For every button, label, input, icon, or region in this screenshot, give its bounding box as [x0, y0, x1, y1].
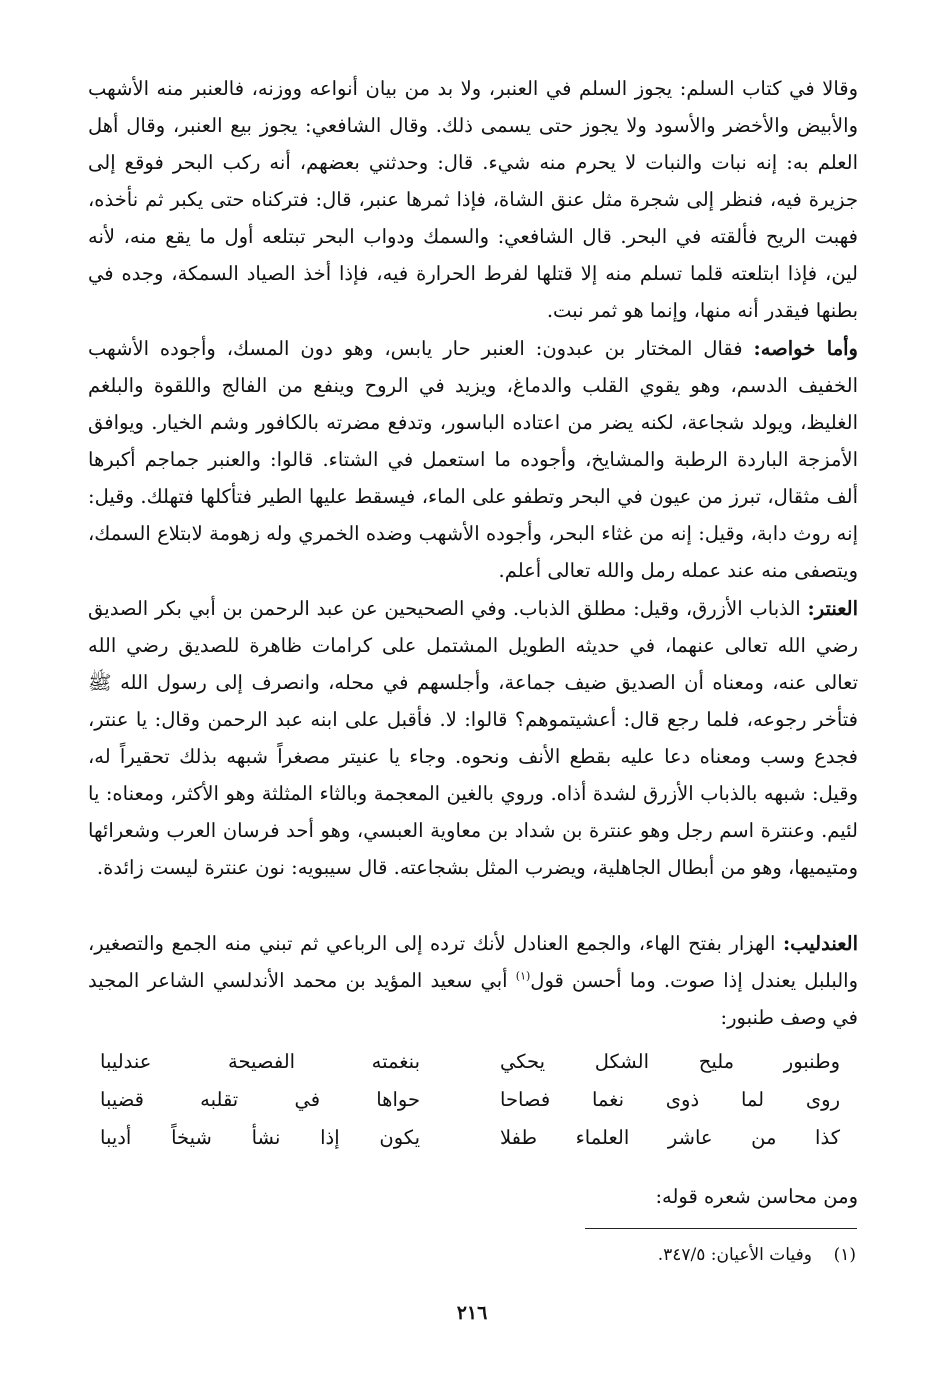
paragraph-text-continued: أبي سعيد المؤيد بن محمد الأندلسي الشاعر المجيد في وصف طنبور:: [88, 969, 858, 1029]
paragraph-amber-sale: [88, 70, 858, 329]
closing-line: [88, 1178, 858, 1215]
paragraph-text: فقال المختار بن عبدون: العنبر حار يابس، وهو دون المسك، وأجوده الأشهب الخفيف الدسم، وهو يقوي القلب والدماغ، ويزيد في الروح وينفع من الفالج واللقوة والبلغم الغليظ، ويولد شجاعة، لكنه يضر من اعتاده الباسور، وتدفع مضرته بالكافور وشم الخيار. ويوافق الأمزجة الباردة الرطبة والمشايخ، وأجوده ما استعمل في الشتاء. قالوا: والعنبر جماجم أكبرها ألف مثقال، تبرز من عيون في البحر وتطفو على الماء، فيسقط عليها الطير فتأكلها فتهلك. وقيل: إنه روث دابة، وقيل: إنه من غثاء البحر، وأجوده الأشهب وضده الخمري وله زهومة لابتلاع السمك، ويتصفى منه عند عمله رمل والله تعالى أعلم.: [88, 337, 858, 582]
page-number: ٢١٦: [456, 1302, 488, 1324]
verse-second-hemistich: حواها في تقلبه قضيبا: [100, 1088, 420, 1111]
verse-line: [100, 1050, 840, 1086]
footnote-reference[interactable]: (١): [515, 969, 531, 983]
verse-second-hemistich: بنغمته الفصيحة عندليبا: [100, 1050, 420, 1073]
verse-second-hemistich: يكون إذا نشأ شيخاً أديبا: [100, 1126, 420, 1149]
paragraph-lead: العنتر:: [807, 597, 858, 620]
paragraph-text: الذباب الأزرق، وقيل: مطلق الذباب. وفي الصحيحين عن عبد الرحمن بن أبي بكر الصديق رضي الله تعالى عنهما، في حديثه الطويل المشتمل على كرامات ظاهرة للصديق رضي الله تعالى عنه، ومعناه أن الصديق ضيف جماعة، وأجلسهم في محله، وانصرف إلى رسول الله ﷺ فتأخر رجوعه، فلما رجع قال: أعشيتموهم؟ قالوا: لا. فأقبل على ابنه عبد الرحمن وقال: يا عنتر، فجدع وسب ومعناه دعا عليه بقطع الأنف ونحوه. وجاء يا عنيتر مصغراً شبهه بذلك تحقيراً له، وقيل: شبهه بالذباب الأزرق لشدة أذاه. وروي بالغين المعجمة وبالثاء المثلثة وهو الأكثر، ومعناه: يا لئيم. وعنترة اسم رجل وهو عنترة بن شداد بن معاوية العبسي، وهو أحد فرسان العرب وشعرائها ومتيميها، وهو من أبطال الجاهلية، ويضرب المثل بشجاعته. قال سيبويه: نون عنترة ليست زائدة.: [88, 597, 858, 879]
verse-line: [100, 1126, 840, 1162]
paragraph-amber-properties: [88, 330, 858, 589]
footnote-text: وفيات الأعيان: ٣٤٧/٥.: [657, 1245, 812, 1265]
verse-first-hemistich: وطنبور مليح الشكل يحكي: [500, 1050, 840, 1073]
paragraph-text: الهزار بفتح الهاء، والجمع العنادل لأنك ترده إلى الرباعي ثم تبني منه الجمع والتصغير، والبلبل يعندل إذا صوت. وما أحسن قول: [88, 932, 858, 992]
verse-first-hemistich: روى لما ذوى نغما فصاحا: [500, 1088, 840, 1111]
paragraph-lead: وأما خواصه:: [753, 337, 858, 360]
footnote: [658, 1245, 856, 1265]
paragraph-nightingale: [88, 925, 858, 1036]
footnote-divider: [585, 1228, 857, 1229]
paragraph-text: وقالا في كتاب السلم: يجوز السلم في العنبر، ولا بد من بيان أنواعه ووزنه، فالعنبر منه الأشهب والأبيض والأخضر والأسود ولا يجوز حتى يسمى ذلك. وقال الشافعي: يجوز بيع العنبر، وقال أهل العلم به: إنه نبات والنبات لا يحرم منه شيء. قال: وحدثني بعضهم، أنه ركب البحر فوقع إلى جزيرة فيه، فنظر إلى شجرة مثل عنق الشاة، فإذا ثمرها عنبر، قال: فتركناه حتى يكبر ثم نأخذه، فهبت الريح فألقته في البحر. قال الشافعي: والسمك ودواب البحر تبتلعه أول ما يقع منه، لأنه لين، فإذا ابتلعته قلما تسلم منه إلا قتلها لفرط الحرارة فيه، فإذا أخذ الصياد السمكة، وجده في بطنها فيقدر أنه منها، وإنما هو ثمر نبت.: [88, 77, 858, 322]
footnote-marker: (١): [833, 1245, 856, 1265]
closing-text: ومن محاسن شعره قوله:: [655, 1185, 858, 1208]
paragraph-antar: [88, 590, 858, 886]
verse-line: [100, 1088, 840, 1124]
verse-first-hemistich: كذا من عاشر العلماء طفلا: [500, 1126, 840, 1149]
paragraph-lead: العندليب:: [782, 932, 858, 955]
